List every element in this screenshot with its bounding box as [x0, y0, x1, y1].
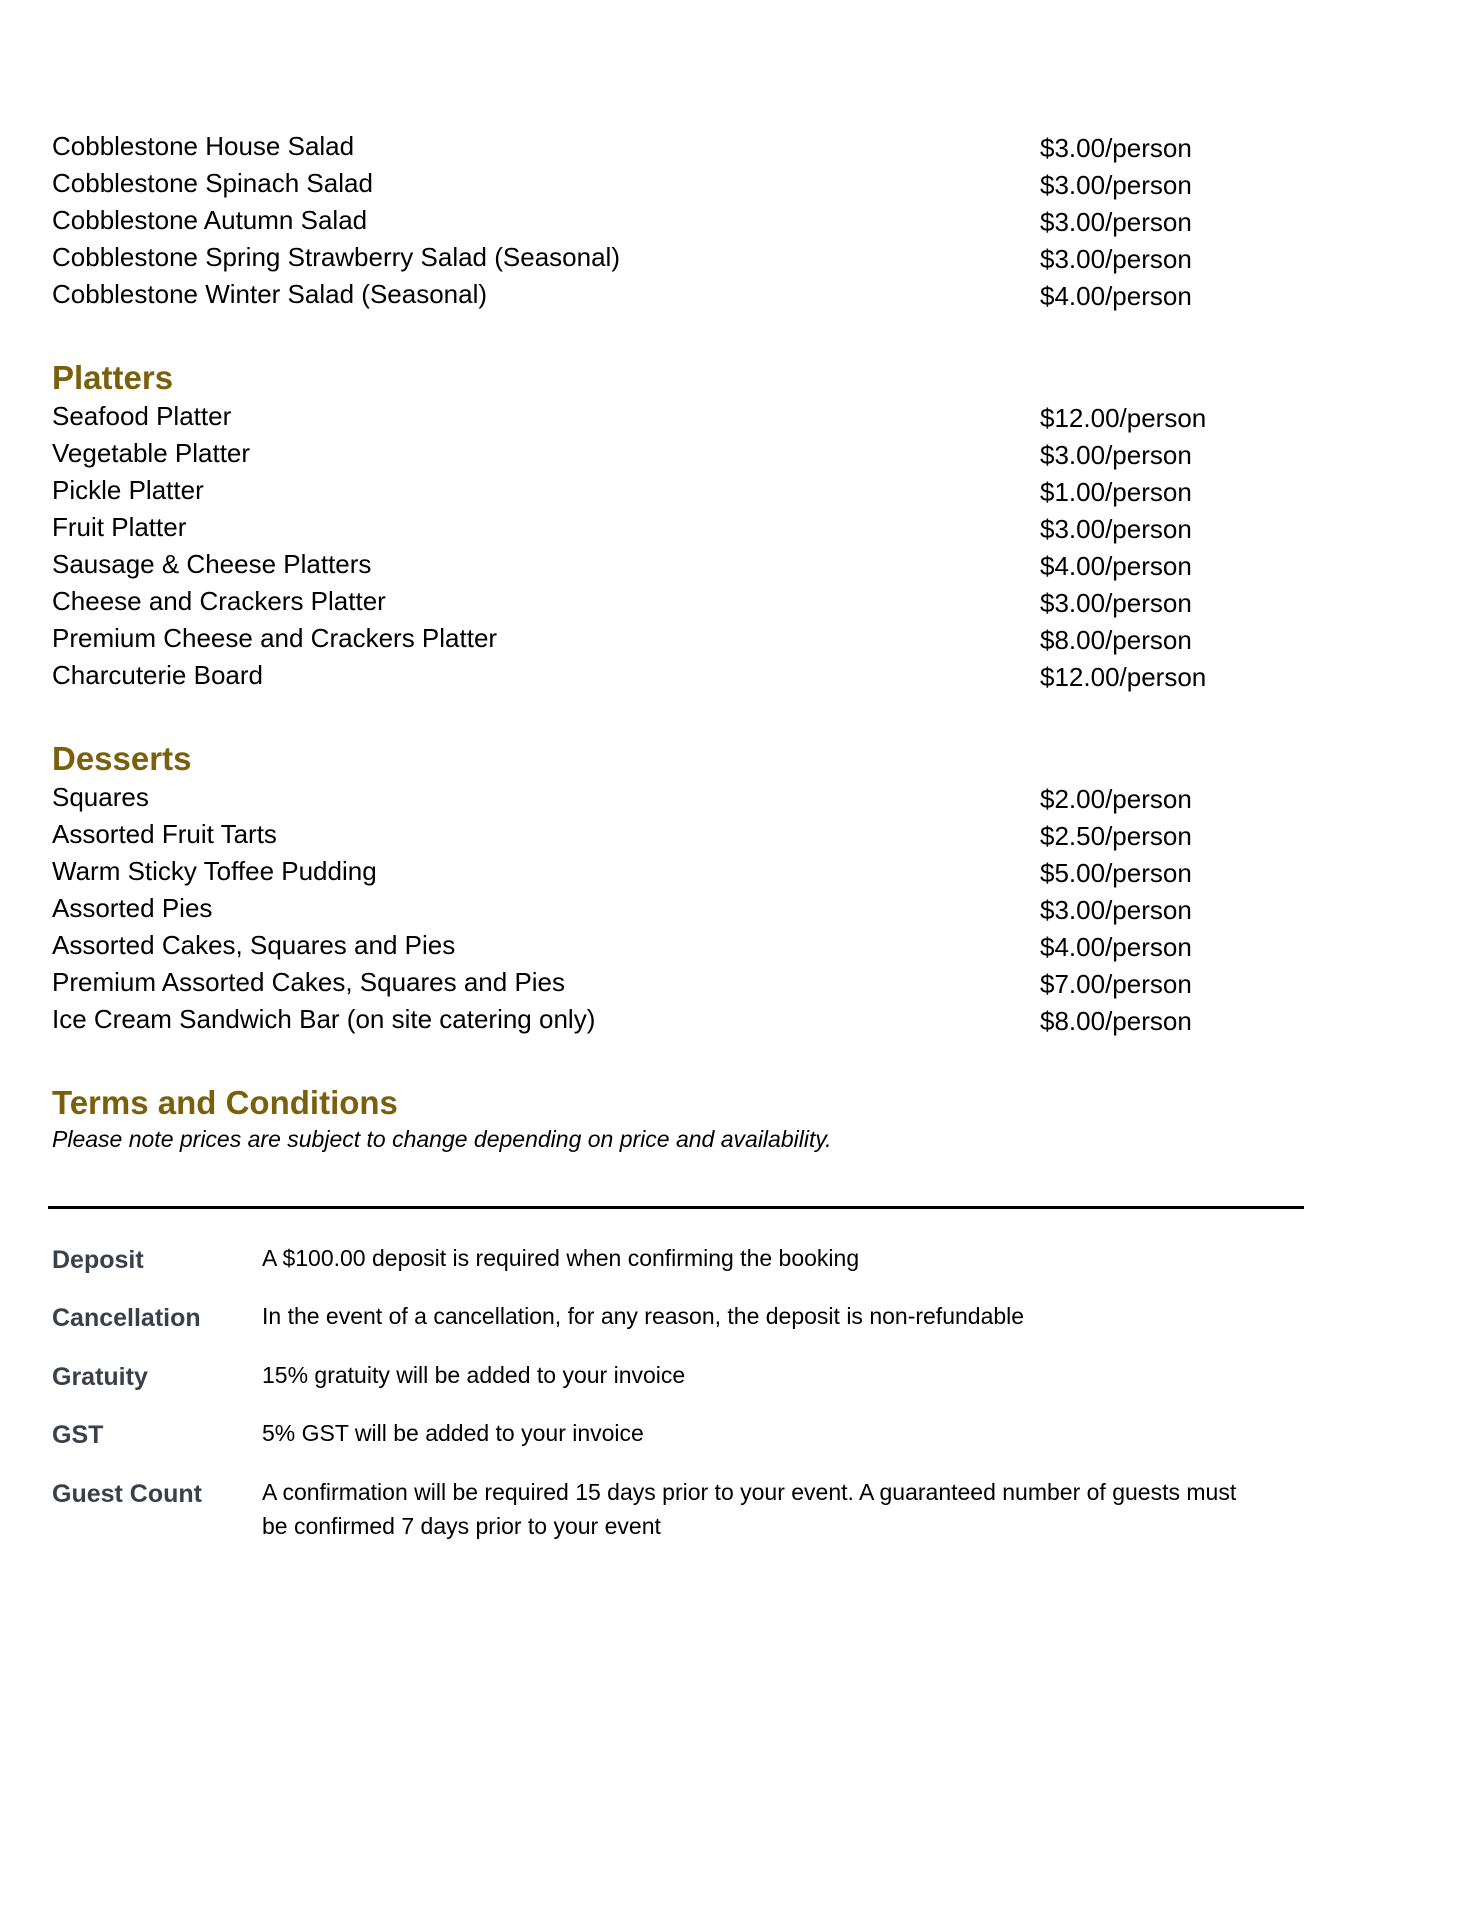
item-name: Cobblestone House Salad [52, 131, 355, 161]
terms-label: Gratuity [52, 1363, 148, 1391]
item-price: $8.00/person [1040, 1006, 1192, 1036]
terms-label: Cancellation [52, 1304, 201, 1332]
terms-text: 5% GST will be added to your invoice [262, 1420, 644, 1446]
menu-item [52, 964, 1252, 1001]
terms-row-gratuity [52, 1358, 1252, 1416]
item-price: $8.00/person [1040, 625, 1192, 655]
item-name: Assorted Fruit Tarts [52, 819, 277, 849]
spacer [52, 313, 1252, 358]
item-price: $12.00/person [1040, 662, 1207, 692]
item-price: $3.00/person [1040, 207, 1192, 237]
item-price: $7.00/person [1040, 969, 1192, 999]
item-price: $3.00/person [1040, 440, 1192, 470]
menu-page [52, 128, 1252, 1539]
menu-item [52, 583, 1252, 620]
item-name: Vegetable Platter [52, 438, 251, 468]
item-name: Seafood Platter [52, 401, 232, 431]
divider [48, 1206, 1304, 1209]
item-name: Cobblestone Spring Strawberry Salad (Seasonal) [52, 242, 620, 272]
item-price: $2.00/person [1040, 784, 1192, 814]
item-name: Cobblestone Spinach Salad [52, 168, 373, 198]
terms-row-cancellation [52, 1299, 1252, 1358]
item-price: $4.00/person [1040, 281, 1192, 311]
menu-item [52, 128, 1252, 165]
platters-heading: Platters [52, 359, 174, 396]
menu-item [52, 546, 1252, 583]
item-name: Sausage & Cheese Platters [52, 549, 372, 579]
item-price: $1.00/person [1040, 477, 1192, 507]
item-name: Cobblestone Winter Salad (Seasonal) [52, 279, 488, 309]
desserts-heading: Desserts [52, 740, 192, 777]
item-price: $3.00/person [1040, 588, 1192, 618]
menu-item [52, 853, 1252, 890]
menu-item [52, 472, 1252, 509]
menu-item [52, 816, 1252, 853]
terms-note: Please note prices are subject to change depending on price and availability. [52, 1126, 832, 1152]
terms-heading: Terms and Conditions [52, 1084, 398, 1121]
item-name: Cobblestone Autumn Salad [52, 205, 368, 235]
item-name: Charcuterie Board [52, 660, 263, 690]
desserts-list [52, 779, 1252, 1038]
terms-table [52, 1241, 1252, 1545]
item-price: $3.00/person [1040, 244, 1192, 274]
menu-item [52, 276, 1252, 313]
item-price: $12.00/person [1040, 403, 1207, 433]
spacer [52, 1038, 1252, 1083]
terms-label: Guest Count [52, 1480, 202, 1508]
terms-label: GST [52, 1421, 104, 1449]
menu-item [52, 890, 1252, 927]
terms-row-guest-count [52, 1475, 1252, 1545]
menu-item [52, 509, 1252, 546]
item-name: Cheese and Crackers Platter [52, 586, 386, 616]
menu-item [52, 165, 1252, 202]
menu-item [52, 657, 1252, 694]
menu-item [52, 239, 1252, 276]
item-price: $3.00/person [1040, 170, 1192, 200]
item-name: Pickle Platter [52, 475, 204, 505]
item-name: Assorted Pies [52, 893, 213, 923]
item-price: $3.00/person [1040, 895, 1192, 925]
menu-item [52, 1001, 1252, 1038]
item-name: Warm Sticky Toffee Pudding [52, 856, 377, 886]
item-price: $4.00/person [1040, 551, 1192, 581]
item-name: Squares [52, 782, 149, 812]
item-price: $3.00/person [1040, 133, 1192, 163]
item-price: $4.00/person [1040, 932, 1192, 962]
item-price: $2.50/person [1040, 821, 1192, 851]
terms-row-gst [52, 1416, 1252, 1475]
platters-list [52, 398, 1252, 694]
terms-text: A $100.00 deposit is required when confirming the booking [262, 1245, 860, 1271]
salads-list [52, 128, 1252, 313]
menu-item [52, 779, 1252, 816]
item-name: Premium Cheese and Crackers Platter [52, 623, 498, 653]
item-name: Assorted Cakes, Squares and Pies [52, 930, 456, 960]
menu-item [52, 927, 1252, 964]
spacer [52, 694, 1252, 739]
item-price: $3.00/person [1040, 514, 1192, 544]
menu-item [52, 202, 1252, 239]
terms-text: A confirmation will be required 15 days prior to your event. A guaranteed number of guests must be confirmed 7 days prior to your event [262, 1479, 1237, 1539]
menu-item [52, 620, 1252, 657]
terms-text: In the event of a cancellation, for any reason, the deposit is non-refundable [262, 1303, 1025, 1329]
terms-text: 15% gratuity will be added to your invoice [262, 1362, 686, 1388]
terms-row-deposit [52, 1241, 1252, 1299]
menu-item [52, 398, 1252, 435]
item-name: Premium Assorted Cakes, Squares and Pies [52, 967, 566, 997]
item-name: Ice Cream Sandwich Bar (on site catering only) [52, 1004, 596, 1034]
menu-item [52, 435, 1252, 472]
terms-label: Deposit [52, 1246, 144, 1274]
item-name: Fruit Platter [52, 512, 187, 542]
item-price: $5.00/person [1040, 858, 1192, 888]
